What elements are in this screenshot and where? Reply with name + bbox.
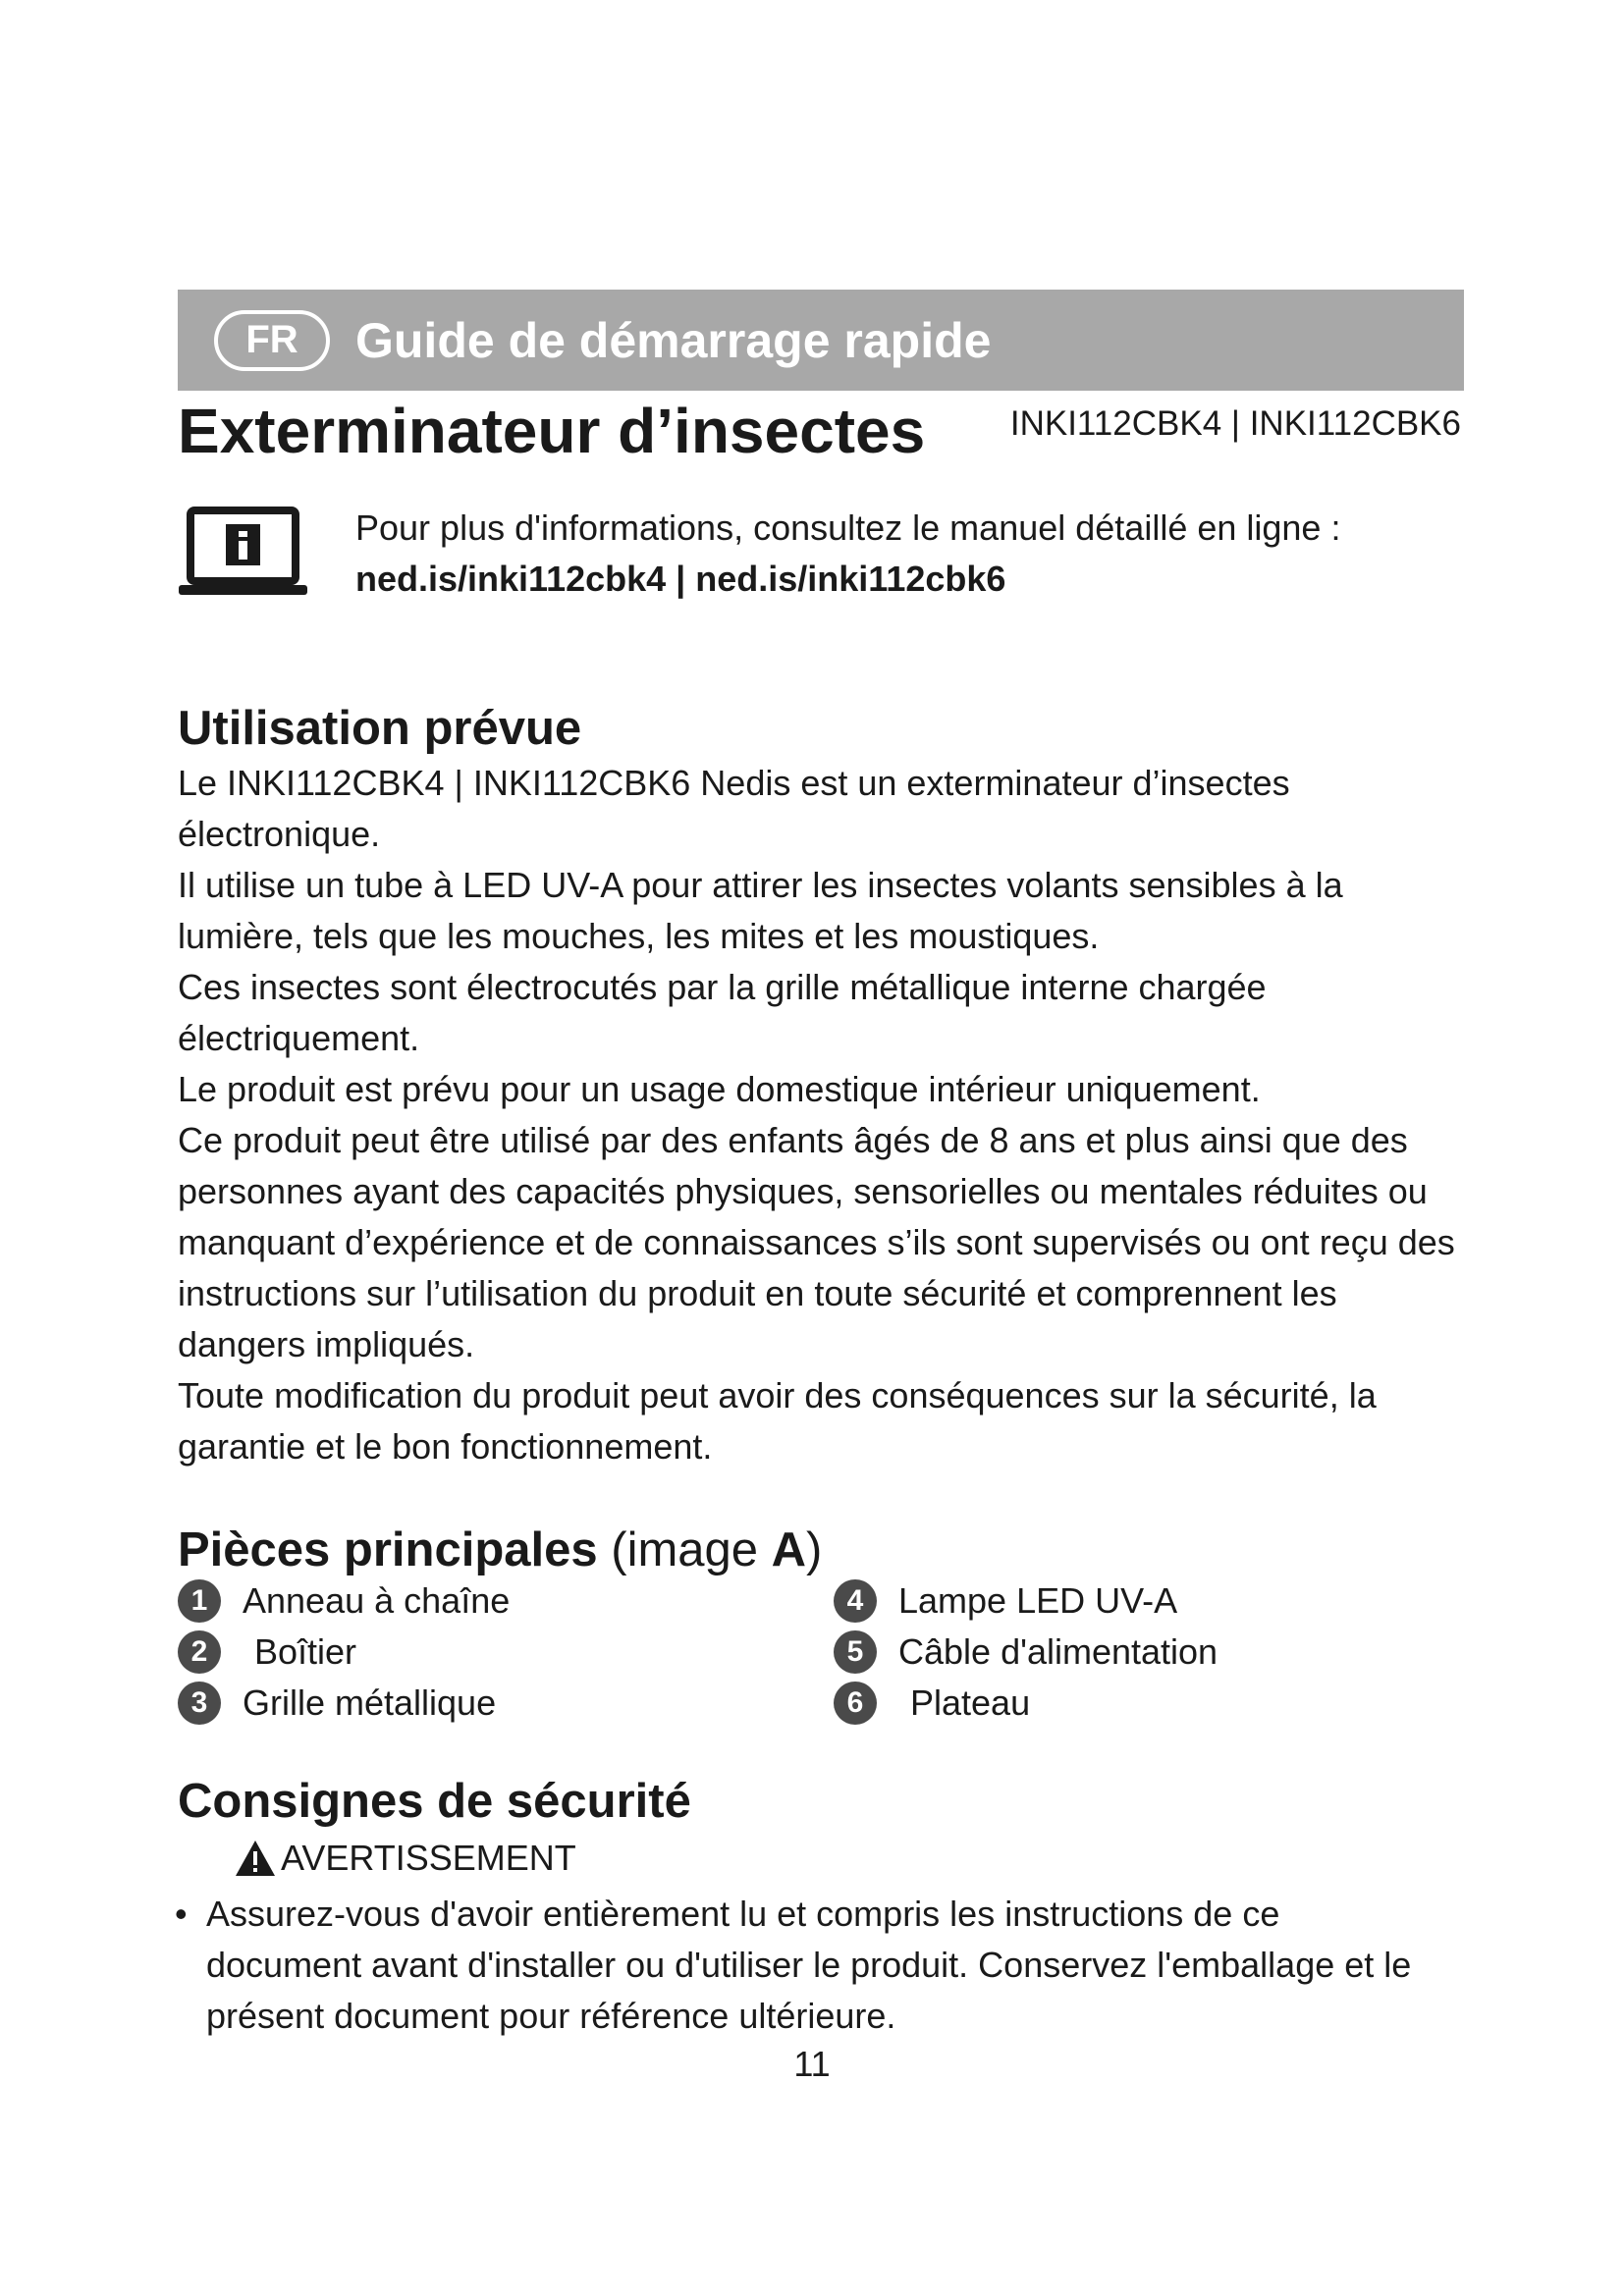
language-badge: FR [214, 310, 330, 371]
paragraph: Ce produit peut être utilisé par des enfants âgés de 8 ans et plus ainsi que des personnes ayant des capacités physiques, sensorielles ou mentales réduites ou manquant d’expérience et de connaissances s’ils sont supervisés ou ont reçu des instructions sur l’utilisation du produit en toute sécurité et comprennent les dangers impliqués. [178, 1120, 1455, 1364]
bullet-marker: • [175, 1894, 188, 1934]
safety-bullet-text: Assurez-vous d'avoir entièrement lu et compris les instructions de ce document avant d'installer ou d'utiliser le produit. Conservez l'emballage et le présent document pour référence ultérieure. [206, 1894, 1412, 2036]
part-item [178, 1627, 356, 1678]
paragraph: Ces insectes sont électrocutés par la grille métallique interne chargée électriquement. [178, 967, 1267, 1058]
info-text: Pour plus d'informations, consultez le manuel détaillé en ligne : [355, 507, 1341, 548]
paragraph: Il utilise un tube à LED UV-A pour attirer les insectes volants sensibles à la lumière, tels que les mouches, les mites et les moustiques. [178, 865, 1343, 956]
warning-label: AVERTISSEMENT [281, 1838, 576, 1878]
part-number-badge: 3 [178, 1682, 221, 1725]
part-number-badge: 4 [834, 1579, 877, 1623]
safety-section [178, 1770, 1464, 1833]
part-item [834, 1575, 1177, 1627]
main-parts-heading-text: Pièces principales [178, 1523, 598, 1576]
part-label: Câble d'alimentation [898, 1631, 1218, 1672]
part-number-badge: 6 [834, 1682, 877, 1725]
paragraph: Toute modification du produit peut avoir des conséquences sur la sécurité, la garantie et le bon fonctionnement. [178, 1375, 1377, 1467]
part-number-badge: 1 [178, 1579, 221, 1623]
part-label: Boîtier [254, 1631, 357, 1672]
intended-use-section [178, 697, 1464, 1472]
part-label: Lampe LED UV-A [898, 1580, 1178, 1621]
guide-title: Guide de démarrage rapide [355, 312, 992, 368]
product-title: Exterminateur d’insectes [178, 396, 926, 466]
part-item [834, 1678, 1030, 1729]
info-block [355, 503, 1340, 605]
part-number-badge: 2 [178, 1630, 221, 1674]
page-number: 11 [793, 2044, 831, 2084]
header-band [178, 290, 1464, 391]
image-ref-close: ) [806, 1523, 823, 1576]
part-item [178, 1678, 496, 1729]
paragraph: Le produit est prévu pour un usage domestique intérieur uniquement. [178, 1069, 1261, 1109]
intended-use-body [178, 758, 1464, 1472]
main-parts-section [178, 1519, 1464, 1581]
part-item [834, 1627, 1218, 1678]
model-numbers: INKI112CBK4 | INKI112CBK6 [1009, 404, 1461, 443]
part-number-badge: 5 [834, 1630, 877, 1674]
manual-links[interactable]: ned.is/inki112cbk4 | ned.is/inki112cbk6 [355, 559, 1006, 599]
part-label: Anneau à chaîne [243, 1580, 511, 1621]
laptop-info-icon [177, 505, 309, 599]
paragraph: Le INKI112CBK4 | INKI112CBK6 Nedis est un exterminateur d’insectes électronique. [178, 763, 1290, 854]
warning-label-row [234, 1838, 576, 1879]
part-label: Grille métallique [243, 1682, 497, 1723]
part-item [178, 1575, 510, 1627]
warning-triangle-icon [234, 1839, 277, 1878]
part-label: Plateau [910, 1682, 1031, 1723]
intended-use-heading: Utilisation prévue [178, 702, 582, 755]
image-ref: A [771, 1523, 807, 1576]
image-ref-prefix: (image [611, 1523, 772, 1576]
main-parts-heading [178, 1519, 1464, 1581]
safety-heading: Consignes de sécurité [178, 1775, 691, 1828]
